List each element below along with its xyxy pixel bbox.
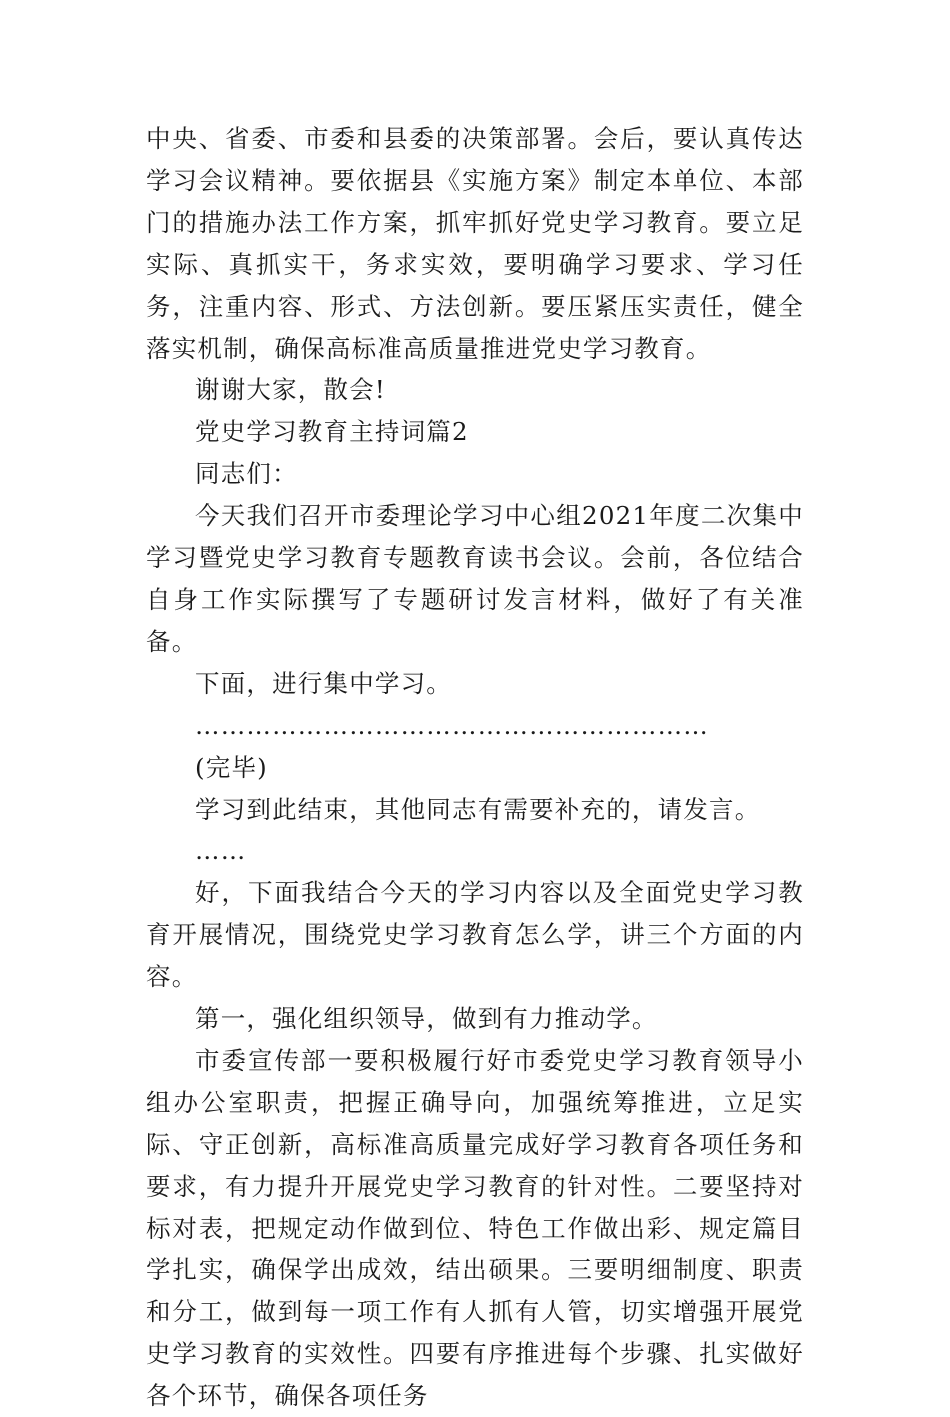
paragraph-closing-thanks: 谢谢大家，散会!: [195, 375, 386, 405]
paragraph-salutation: 同志们：: [195, 459, 298, 489]
paragraph-speech-intro: 好，下面我结合今天的学习内容以及全面党史学习教育开展情况，围绕党史学习教育怎么学，讲三个方面的内容。: [146, 878, 804, 992]
paragraph-finished: (完毕): [195, 752, 268, 782]
document-page: [146, 118, 804, 1417]
paragraph-agenda: 下面，进行集中学习。: [195, 668, 452, 698]
paragraph-ellipsis-long: ……………………………………………………: [195, 710, 709, 740]
paragraph-point-one: 第一，强化组织领导，做到有力推动学。: [195, 1004, 658, 1034]
paragraph-opening: 今天我们召开市委理论学习中心组2021年度二次集中学习暨党史学习教育专题教育读书会议。会前，各位结合自身工作实际撰写了专题研讨发言材料，做好了有关准备。: [146, 501, 804, 656]
paragraph-study-end: 学习到此结束，其他同志有需要补充的，请发言。: [195, 794, 761, 824]
section-heading: 党史学习教育主持词篇2: [195, 417, 469, 447]
paragraph-continuation: 中央、省委、市委和县委的决策部署。会后，要认真传达学习会议精神。要依据县《实施方案》制定本单位、本部门的措施办法工作方案，抓牢抓好党史学习教育。要立足实际、真抓实干，务求实效，要明确学习要求、学习任务，注重内容、形式、方法创新。要压紧压实责任，健全落实机制，确保高标准高质量推进党史学习教育。: [146, 124, 804, 363]
paragraph-point-one-detail: 市委宣传部一要积极履行好市委党史学习教育领导小组办公室职责，把握正确导向，加强统筹推进，立足实际、守正创新，高标准高质量完成好学习教育各项任务和要求，有力提升开展党史学习教育的针对性。二要坚持对标对表，把规定动作做到位、特色工作做出彩、规定篇目学扎实，确保学出成效，结出硕果。三要明细制度、职责和分工，做到每一项工作有人抓有人管，切实增强开展党史学习教育的实效性。四要有序推进每个步骤、扎实做好各个环节，确保各项任务: [146, 1045, 804, 1411]
paragraph-ellipsis-short: ……: [195, 836, 247, 866]
